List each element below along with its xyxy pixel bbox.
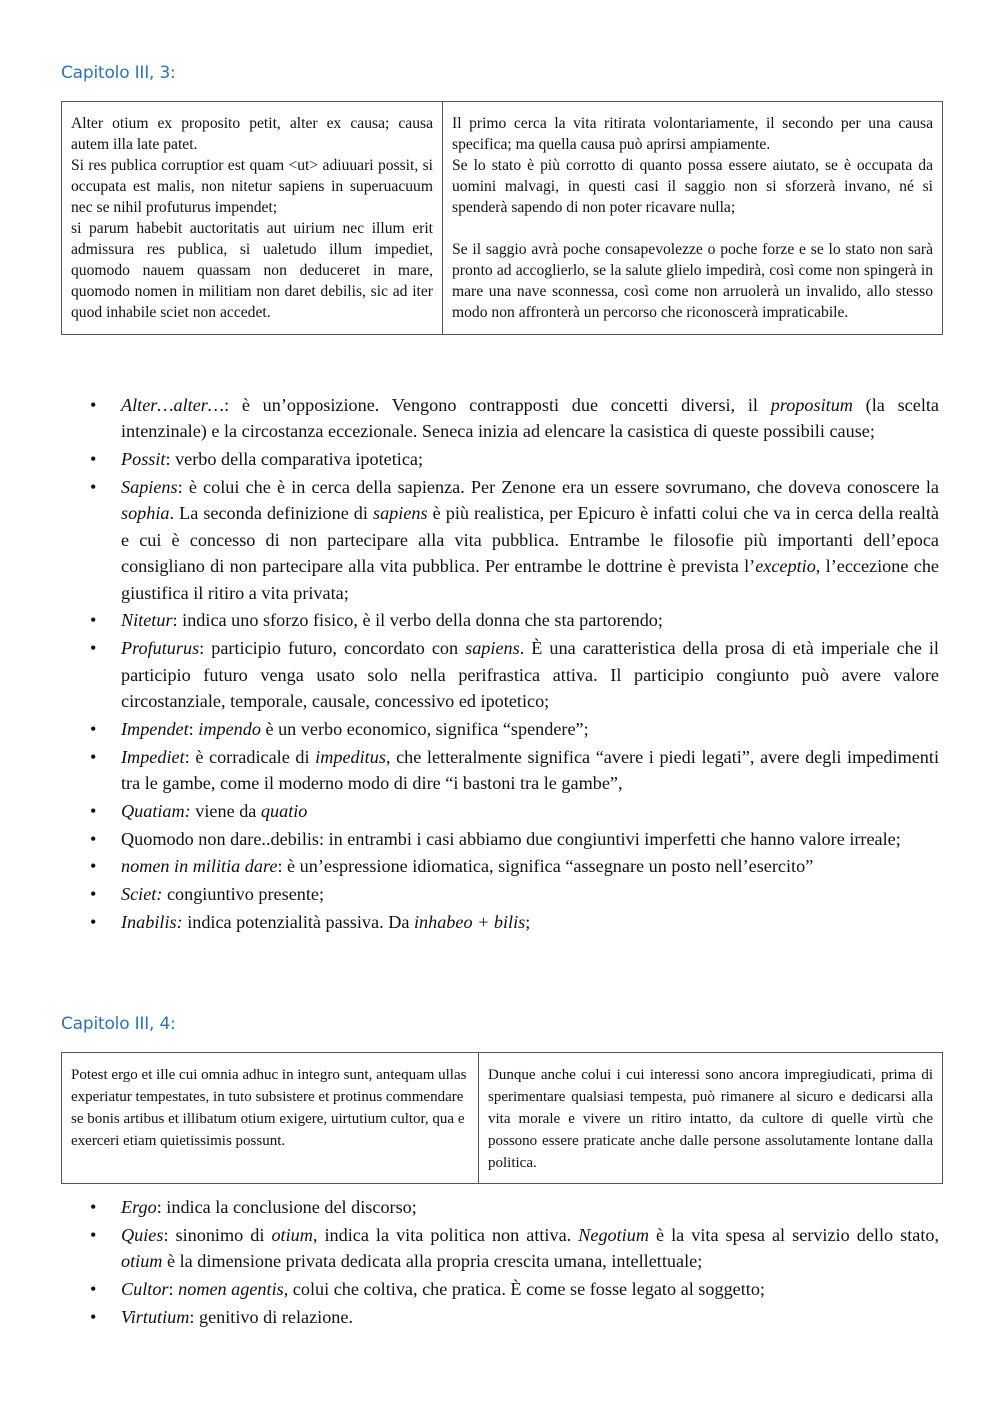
- note-item: [61, 744, 939, 797]
- note-text: ;: [525, 912, 531, 933]
- notes-list: [61, 392, 939, 937]
- note-text: . La seconda definizione di: [169, 503, 374, 524]
- note-term: sapiens: [373, 503, 428, 524]
- note-term: Sapiens: [121, 477, 178, 497]
- note-term: Cultor: [121, 1279, 169, 1299]
- note-text: , colui che coltiva, che pratica. È come se fosse legato al soggetto;: [283, 1279, 765, 1299]
- note-term: inhabeo + bilis: [413, 912, 526, 933]
- note-term: exceptio: [755, 556, 816, 577]
- note-text: è la vita spesa al servizio dello stato,: [648, 1224, 940, 1245]
- note-item: [61, 607, 939, 633]
- note-item: [61, 446, 939, 472]
- note-item: [61, 1304, 939, 1330]
- italian-paragraph: Se il saggio avrà poche consapevolezze o poche forze e se lo stato non sarà pronto ad accoglierlo, se la salute glielo impedirà, così come non spingerà in mare una nave sconnessa, così come non arruolerà un invalido, allo stesso modo non affronterà un percorso che riconoscerà impraticabile.: [452, 241, 933, 321]
- note-text: : è corradicale di: [184, 746, 316, 767]
- note-text: : participio futuro, concordato con: [199, 638, 466, 659]
- note-text: : verbo della comparativa ipotetica;: [165, 449, 424, 470]
- note-text: , che letteralmente significa “avere i piedi legati”, avere degli impedimenti tra le gambe, come il moderno modo di dire “i bastoni tra le gambe”,: [121, 746, 939, 794]
- note-item: [61, 1222, 939, 1275]
- note-item: [61, 1276, 939, 1302]
- note-term: sophia: [121, 503, 170, 524]
- note-text: : indica uno sforzo fisico, è il verbo della donna che sta partorendo;: [172, 610, 663, 631]
- note-term: Negotium: [578, 1224, 649, 1245]
- note-term: Sciet:: [121, 884, 163, 905]
- paragraph-gap: [452, 218, 933, 239]
- italian-paragraph: Se lo stato è più corrotto di quanto possa essere aiutato, se è occupata da uomini malvagi, in questi casi il saggio non si sforzerà invano, né si spenderà sapendo di non poter ricavare nulla;: [452, 157, 933, 216]
- note-text: , indica la vita politica non attiva.: [312, 1224, 579, 1245]
- note-term: propositum: [770, 395, 853, 415]
- note-term: Possit: [121, 449, 166, 470]
- note-item: [61, 853, 939, 879]
- latin-paragraph: si parum habebit auctoritatis aut uirium nec illum erit admissura res publica, si ualetudo illum impediet, quomodo nauem quassam non deduceret in mare, quomodo nomen in militiam non daret debilis, sic ad iter quod inhabile sciet non accedet.: [71, 220, 433, 321]
- note-text: : genitivo di relazione.: [189, 1306, 354, 1327]
- note-term: Inabilis:: [121, 912, 183, 933]
- note-term: otium: [271, 1224, 313, 1245]
- italian-text-cell: [443, 102, 943, 335]
- note-item: [61, 474, 939, 606]
- note-term: nomen agentis: [178, 1279, 284, 1299]
- note-term: Impediet: [121, 746, 185, 767]
- note-term: impeditus: [315, 746, 386, 767]
- note-term: otium: [121, 1251, 163, 1272]
- note-term: Quies: [121, 1224, 164, 1245]
- note-term: Virtutium: [121, 1306, 190, 1327]
- note-item: [61, 716, 939, 742]
- note-item: [61, 1194, 939, 1220]
- translation-table: [61, 101, 943, 335]
- note-term: nomen in militia dare: [121, 856, 278, 877]
- note-text: :: [188, 718, 199, 739]
- latin-text-cell: [62, 102, 443, 335]
- note-text: , l’eccezione che giustifica il ritiro a vita privata;: [121, 556, 939, 603]
- note-term: Ergo: [121, 1197, 157, 1217]
- note-text: :: [168, 1279, 179, 1299]
- note-text: : è un’espressione idiomatica, significa “assegnare un posto nell’esercito”: [277, 856, 814, 877]
- latin-paragraph: Si res publica corruptior est quam <ut> adiuuari possit, si occupata est malis, non nitetur sapiens in superuacuum nec se nihil profuturus impendet;: [71, 157, 433, 216]
- latin-text-cell: [62, 1053, 479, 1184]
- note-text: : è colui che è in cerca della sapienza. Per Zenone era un essere sovrumano, che doveva conoscere la: [177, 477, 939, 497]
- translation-table: [61, 1052, 943, 1184]
- section-heading: Capitolo III, 4:: [61, 1014, 176, 1034]
- note-text: congiuntivo presente;: [162, 884, 325, 905]
- note-item: [61, 826, 939, 852]
- note-text: indica potenzialità passiva. Da: [182, 912, 414, 933]
- note-item: [61, 909, 939, 935]
- note-text: : è un’opposizione. Vengono contrapposti due concetti diversi, il: [224, 395, 771, 415]
- note-term: quatio: [260, 800, 308, 821]
- note-term: sapiens: [465, 638, 520, 659]
- note-text: è un verbo economico, significa “spendere”;: [260, 718, 589, 739]
- note-text: è più realistica, per Epicuro è infatti colui che va in cerca della realtà e cui è concesso di non partecipare alla vita pubblica. Entrambe le filosofie più importanti dell’epoca consigliano di non partecipare alla vita pubblica. Per entrambe le dottrine è prevista l’: [121, 503, 940, 577]
- italian-paragraph: Il primo cerca la vita ritirata volontariamente, il secondo per una causa specifica; ma quella causa può aprirsi ampiamente.: [452, 115, 933, 153]
- note-term: Quatiam:: [121, 800, 191, 821]
- note-term: impendo: [198, 718, 261, 739]
- italian-paragraph: Dunque anche colui i cui interessi sono ancora impregiudicati, prima di sperimentare qualsiasi tempesta, può rimanere al sicuro e dedicarsi alla vita morale e vivere un ritiro intatto, da cultore di quelle virtù che possono essere praticate anche dalle persone assolutamente lontane dalla politica.: [488, 1067, 933, 1171]
- note-text: : indica la conclusione del discorso;: [156, 1197, 417, 1217]
- italian-text-cell: [479, 1053, 943, 1184]
- latin-paragraph: Alter otium ex proposito petit, alter ex causa; causa autem illa late patet.: [71, 115, 433, 153]
- note-item: [61, 635, 939, 714]
- note-term: Alter…alter…: [121, 395, 225, 415]
- note-text: viene da: [190, 800, 261, 821]
- note-text: : sinonimo di: [163, 1224, 272, 1245]
- notes-list: [61, 1194, 939, 1332]
- latin-paragraph: Potest ergo et ille cui omnia adhuc in integro sunt, antequam ullas experiatur tempestates, in tuto subsistere et protinus commendare se bonis artibus et illibatum otium exigere, uirtutium cultor, qua e exerceri etiam quietissimis possunt.: [71, 1067, 467, 1149]
- note-item: [61, 392, 939, 445]
- note-term: Impendet: [121, 718, 189, 739]
- note-term: Profuturus: [121, 638, 200, 659]
- note-text: . È una caratteristica della prosa di età imperiale che il participio futuro venga usato solo nella perifrastica attiva. Il participio congiunto può avere valore circostanziale, temporale, causale, concessivo ed ipotetico;: [121, 638, 939, 712]
- note-text: (la scelta intenzinale) e la circostanza eccezionale. Seneca inizia ad elencare la casistica di queste possibili cause;: [121, 395, 939, 442]
- section-heading: Capitolo III, 3:: [61, 63, 176, 83]
- note-term: Nitetur: [121, 610, 173, 631]
- note-text: è la dimensione privata dedicata alla propria crescita umana, intellettuale;: [162, 1251, 703, 1272]
- note-text: Quomodo non dare..debilis: in entrambi i casi abbiamo due congiuntivi imperfetti che hanno valore irreale;: [121, 828, 901, 849]
- note-item: [61, 881, 939, 907]
- note-item: [61, 798, 939, 824]
